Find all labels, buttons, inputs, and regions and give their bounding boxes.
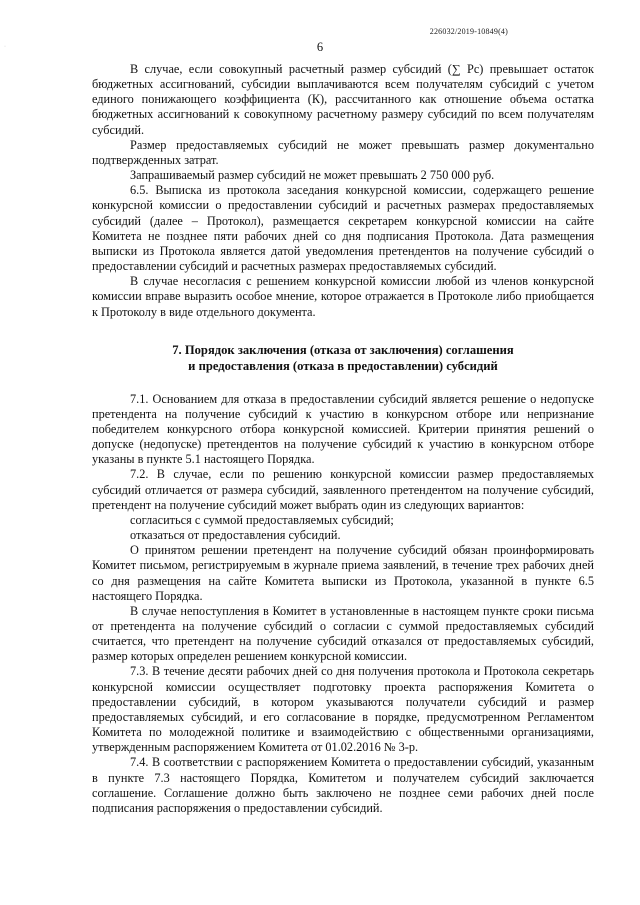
- document-id: 226032/2019-10849(4): [429, 27, 508, 36]
- paragraph-7-4: 7.4. В соответствии с распоряжением Комитета о предоставлении субсидий, указанным в пункте 7.3 настоящего Порядка, Комитетом и получателем субсидий заключается соглашение. Соглашение должно быть заключено не позднее семи рабочих дней после подписания распоряжения о предоставлении субсидий.: [92, 755, 594, 815]
- option-agree: согласиться с суммой предоставляемых субсидий;: [130, 512, 394, 527]
- document-body: [92, 62, 594, 816]
- section-heading-line2: и предоставления (отказа в предоставлении) субсидий: [188, 358, 498, 373]
- paragraph-subsidy-reduction: В случае, если совокупный расчетный размер субсидий (∑ Рс) превышает остаток бюджетных ассигнований, субсидии выплачиваются всем получателям субсидий с учетом единого понижающего коэффициента (К), рассчитанного как отношение объема остатка бюджетных ассигнований к совокупному расчетному размеру субсидий по всем получателям субсидий.: [92, 62, 594, 137]
- paragraph-dissent: В случае несогласия с решением конкурсной комиссии любой из членов конкурсной комиссии вправе выразить особое мнение, которое отражается в Протоколе либо приобщается к Протоколу в виде отдельного документа.: [92, 274, 594, 319]
- paragraph-7-2: 7.2. В случае, если по решению конкурсной комиссии размер предоставляемых субсидий отличается от размера субсидий, заявленного претендентом на получение субсидий, претендент на получение субсидий может выбрать один из следующих вариантов:: [92, 467, 594, 512]
- paragraph-6-5: 6.5. Выписка из протокола заседания конкурсной комиссии, содержащего решение конкурсной комиссии о предоставлении субсидий и расчетных размерах предоставляемых субсидий (далее – Протокол), размещается секретарем конкурсной комиссии на сайте Комитета не позднее пяти рабочих дней со дня подписания Протокола. Дата размещения выписки из Протокола является датой уведомления претендентов на получение субсидий о предоставлении субсидий и расчетных размерах предоставляемых субсидий.: [92, 183, 594, 274]
- option-refuse: отказаться от предоставления субсидий.: [130, 528, 341, 543]
- paragraph-7-1: 7.1. Основанием для отказа в предоставлении субсидий является решение о недопуске претендента на получение субсидий к участию в конкурсном отборе или непризнание победителем конкурсного отбора конкурсной комиссией. Критерии принятия решений о допуске (недопуске) претендентов на получение субсидий к участию в конкурсном отборе указаны в пункте 5.1 настоящего Порядка.: [92, 391, 594, 467]
- paragraph-7-3: 7.3. В течение десяти рабочих дней со дня получения протокола и Протокола секретарь конкурсной комиссии осуществляет подготовку проекта распоряжения Комитета о предоставлении субсидий, в котором указываются получатели субсидий и размер предоставляемых субсидий, и его согласование в порядке, предусмотренном Регламентом Комитета по молодежной политике и взаимодействию с общественными организациями, утвержденным распоряжением Комитета от 01.02.2016 № 3-р.: [92, 664, 594, 755]
- paragraph-size-limit: Размер предоставляемых субсидий не может превышать размер документально подтвержденных затрат.: [92, 137, 594, 167]
- page-number: 6: [316, 40, 324, 54]
- scan-artifact: ·: [4, 44, 6, 50]
- section-heading-line1: 7. Порядок заключения (отказа от заключения) соглашения: [172, 342, 514, 357]
- paragraph-nonreceipt: В случае непоступления в Комитет в установленные в настоящем пункте сроки письма от претендента на получение субсидий о согласии с суммой предоставляемых субсидий считается, что претендент на получение субсидий отказался от предоставляемых субсидий, размер которых определен решением конкурсной комиссии.: [92, 603, 594, 664]
- paragraph-max-amount: Запрашиваемый размер субсидий не может превышать 2 750 000 руб.: [130, 168, 495, 183]
- section-heading-7: [92, 342, 594, 374]
- paragraph-inform-decision: О принятом решении претендент на получение субсидий обязан проинформировать Комитет письмом, регистрируемым в журнале приема заявлений, в течение трех рабочих дней со дня размещения на сайте Комитета выписки из Протокола, указанной в пункте 6.5 настоящего Порядка.: [92, 543, 594, 603]
